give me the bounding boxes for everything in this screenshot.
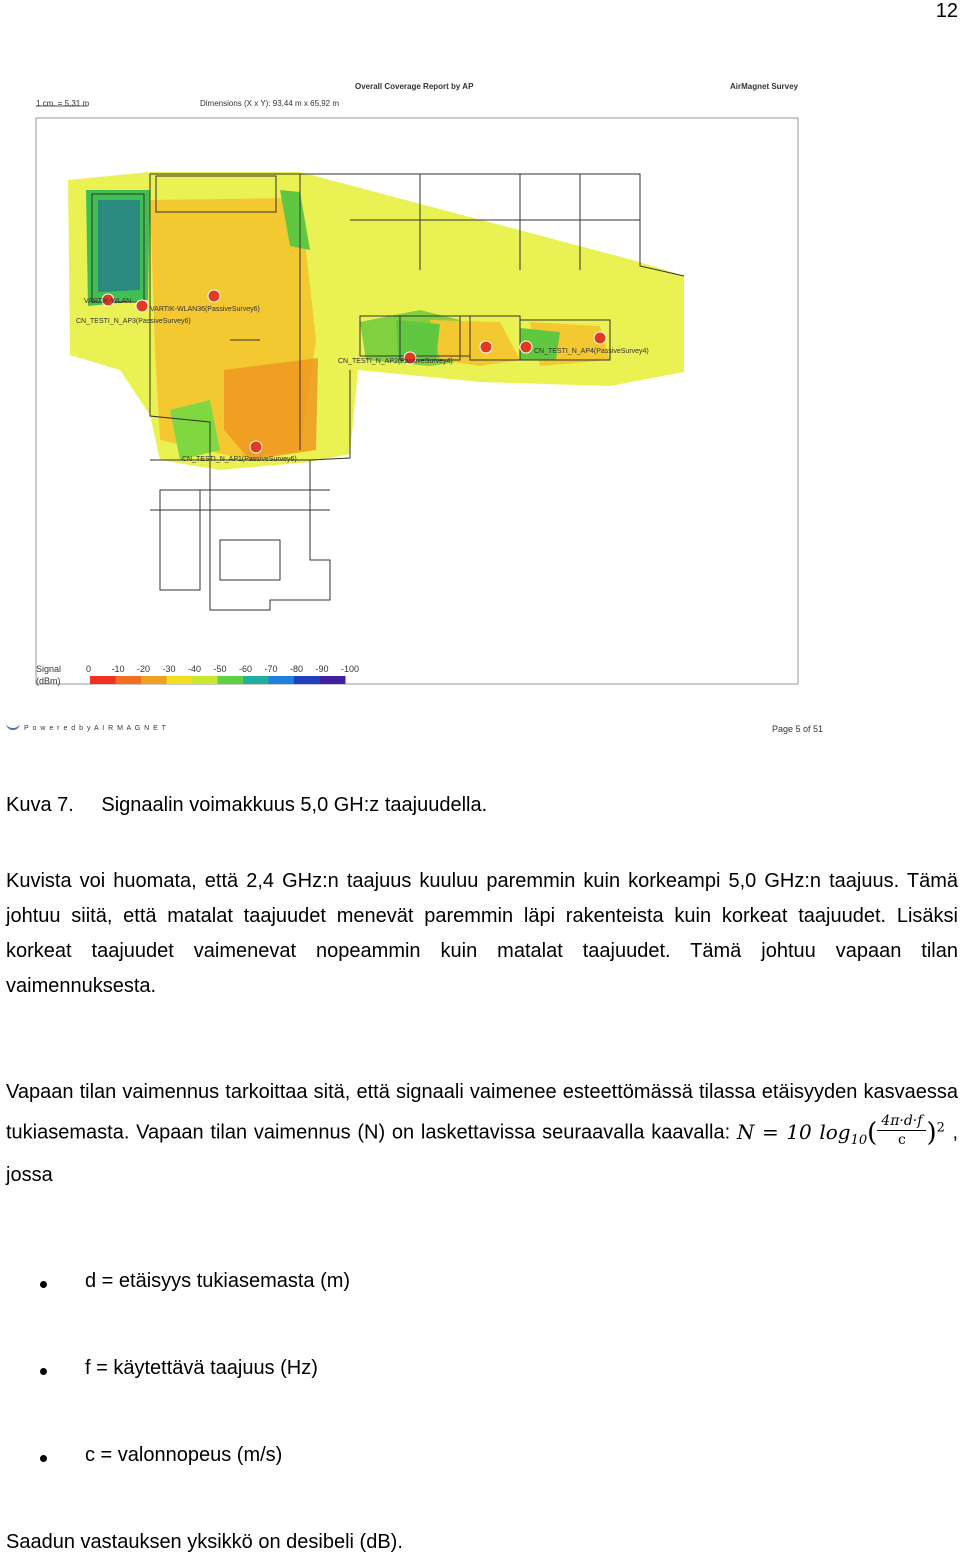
legend-swatch [116, 676, 142, 684]
legend-swatch [141, 676, 167, 684]
legend-swatch [294, 676, 320, 684]
legend-tick-label: -100 [341, 664, 360, 674]
page-number: 12 [935, 0, 958, 22]
powered-by-logo: P o w e r e d b y A I R M A G N E T [6, 722, 167, 732]
legend-tick-label: -40 [188, 664, 202, 674]
legend-swatch [192, 676, 218, 684]
caption-text: Signaalin voimakkuus 5,0 GH:z taajuudella. [101, 794, 488, 816]
legend-unit: (dBm) [36, 676, 61, 686]
legend-swatch [269, 676, 295, 684]
legend-color-bar [90, 676, 360, 684]
legend-tick-label: -60 [239, 664, 253, 674]
scale-label: 1 cm. = 5,31 m [36, 99, 90, 108]
ap-label: VARTIK-WLAN36(PassiveSurvey6) [150, 306, 260, 313]
formula-suffix: , jossa [6, 1121, 959, 1186]
attenuation-formula: N = 10 $\log_{10}$( $\frac{4\pi\cdot d\cdot f}{c}$ )$^2$ [736, 1112, 945, 1148]
legend-tick-label: -80 [290, 664, 304, 674]
legend-swatch [167, 676, 193, 684]
ap-label: CN_TESTI_N_AP2(PassiveSurvey4) [338, 358, 453, 365]
legend-tick-label: -90 [315, 664, 329, 674]
report-header-title: Overall Coverage Report by AP [355, 82, 474, 91]
legend-tick-label: 0 [86, 664, 92, 674]
legend-swatch [243, 676, 269, 684]
legend-swatch [218, 676, 244, 684]
legend-swatch [90, 676, 116, 684]
bullet-icon [40, 1368, 47, 1375]
legend-tick-label: -30 [162, 664, 176, 674]
closing-sentence: Saadun vastauksen yksikkö on desibeli (dB). [6, 1531, 403, 1553]
legend-tick-label: -50 [213, 664, 227, 674]
dimensions-label: Dimensions (X x Y): 93,44 m x 65,92 m [200, 99, 340, 108]
ap-label: CN_TESTI_N_AP1(PassiveSurvey6) [182, 456, 297, 463]
legend-tick-label: -10 [111, 664, 125, 674]
caption-label: Kuva 7. [6, 794, 74, 816]
bullet-icon [40, 1281, 47, 1288]
bullet-icon [40, 1455, 47, 1462]
ap-label: VARTIK-WLAN [84, 298, 132, 305]
paragraph-1: Kuvista voi huomata, että 2,4 GHz:n taajuus kuuluu paremmin kuin korkeampi 5,0 GHz:n taajuus. Tämä johtuu siitä, että matalat taajuudet menevät paremmin läpi rakenteista kuin korkeat taajuudet. Lisäksi korkeat taajuudet vaimenevat nopeammin kuin matalat taajuudet. Tämä johtuu vapaan tilan vaimennuksesta. [6, 870, 958, 997]
figure-caption [6, 794, 487, 817]
paragraph-2 [6, 1075, 958, 1193]
legend-tick-label: -20 [137, 664, 151, 674]
report-page-footer: Page 5 of 51 [772, 724, 824, 734]
ap-label: CN_TESTI_N_AP4(PassiveSurvey4) [534, 348, 649, 355]
legend-tick-label: -70 [264, 664, 278, 674]
coverage-report-figure [0, 70, 960, 750]
legend-swatch [320, 676, 346, 684]
coverage-map [0, 70, 960, 750]
paragraph-2-text: Vapaan tilan vaimennus tarkoittaa sitä, että signaali vaimenee esteettömässä tilassa etäisyyden kasvaessa tukiasemasta. Vapaan tilan vaimennus (N) on laskettavissa seuraavalla kaavalla: [6, 1081, 958, 1144]
legend-title: Signal [36, 664, 62, 674]
ap-label: CN_TESTI_N_AP3(PassiveSurvey6) [76, 318, 191, 325]
report-header-product: AirMagnet Survey [730, 82, 799, 91]
